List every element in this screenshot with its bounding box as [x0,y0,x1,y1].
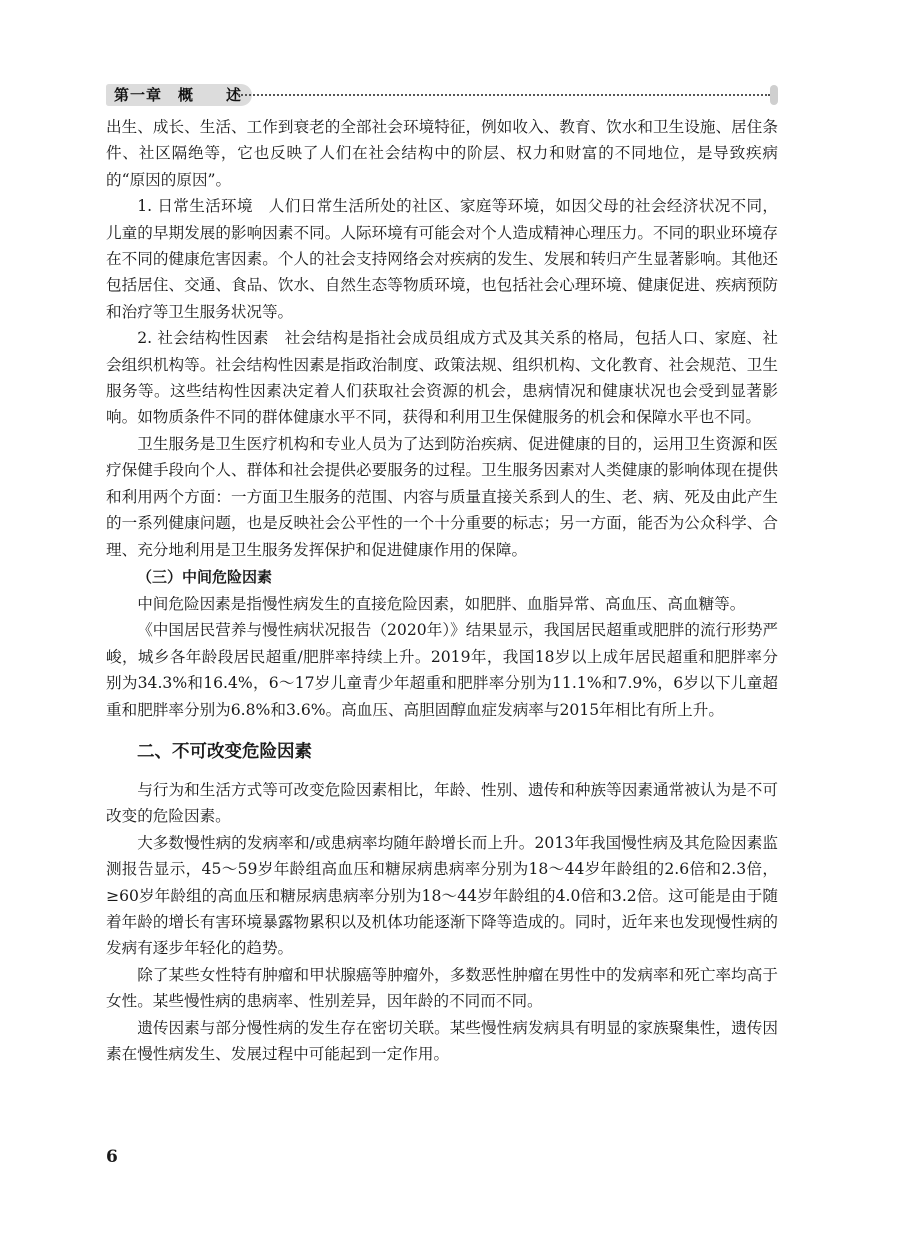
running-header [106,84,778,106]
page-body [106,114,778,1067]
paragraph-obesity-report: 《中国居民营养与慢性病状况报告（2020年）》结果显示，我国居民超重或肥胖的流行形势严峻，城乡各年龄段居民超重/肥胖率持续上升。2019年，我国18岁以上成年居民超重和肥胖率分别为34.3%和16.4%，6～17岁儿童青少年超重和肥胖率分别为11.1%和7.9%，6岁以下儿童超重和肥胖率分别为6.8%和3.6%。高血压、高胆固醇血症发病率与2015年相比有所上升。 [106,621,778,719]
paragraph-social-structure: 2. 社会结构性因素 社会结构是指社会成员组成方式及其关系的格局，包括人口、家庭、社会组织机构等。社会结构性因素是指政治制度、政策法规、组织机构、文化教育、社会规范、卫生服务等。这些结构性因素决定着人们获取社会资源的机会，患病情况和健康状况也会受到显著影响。如物质条件不同的群体健康水平不同，获得和利用卫生保健服务的机会和保障水平也不同。 [106,329,778,427]
section-heading-unmodifiable-risk: 二、不可改变危险因素 [137,741,312,762]
page-number: 6 [106,1147,118,1167]
subsection-heading-intermediate-risk: （三）中间危险因素 [137,567,273,586]
header-end-cap [770,85,778,105]
paragraph-health-services: 卫生服务是卫生医疗机构和专业人员为了达到防治疾病、促进健康的目的，运用卫生资源和医疗保健手段向个人、群体和社会提供必要服务的过程。卫生服务因素对人类健康的影响体现在提供和利用两个方面：一方面卫生服务的范围、内容与质量直接关系到人的生、老、病、死及由此产生的一系列健康问题，也是反映社会公平性的一个十分重要的标志；另一方面，能否为公众科学、合理、充分地利用是卫生服务发挥保护和促进健康作用的保障。 [106,434,778,559]
paragraph-sex-factor: 除了某些女性特有肿瘤和甲状腺癌等肿瘤外，多数恶性肿瘤在男性中的发病率和死亡率均高于女性。某些慢性病的患病率、性别差异，因年龄的不同而不同。 [106,965,778,1011]
paragraph-daily-environment: 1. 日常生活环境 人们日常生活所处的社区、家庭等环境，如因父母的社会经济状况不同，儿童的早期发展的影响因素不同。人际环境有可能会对个人造成精神心理压力。不同的职业环境存在不同的健康危害因素。个人的社会支持网络会对疾病的发生、发展和转归产生显著影响。其他还包括居住、交通、食品、饮水、自然生态等物质环境，也包括社会心理环境、健康促进、疾病预防和治疗等卫生服务状况等。 [106,197,778,321]
paragraph-unmodifiable-intro: 与行为和生活方式等可改变危险因素相比，年龄、性别、遗传和种族等因素通常被认为是不可改变的危险因素。 [106,780,778,826]
paragraph-age-factor: 大多数慢性病的发病率和/或患病率均随年龄增长而上升。2013年我国慢性病及其危险因素监测报告显示，45～59岁年龄组高血压和糖尿病患病率分别为18～44岁年龄组的2.6倍和2.3倍，≥60岁年龄组的高血压和糖尿病患病率分别为18～44岁年龄组的4.0倍和3.2倍。这可能是由于随着年龄的增长有害环境暴露物累积以及机体功能逐渐下降等造成的。同时，近年来也发现慢性病的发病有逐步年轻化的趋势。 [106,833,778,958]
chapter-label: 第一章 概 述 [106,84,252,106]
paragraph-intermediate-risk-definition: 中间危险因素是指慢性病发生的直接危险因素，如肥胖、血脂异常、高血压、高血糖等。 [137,594,746,613]
header-dotted-rule [238,94,770,96]
paragraph-continuation: 出生、成长、生活、工作到衰老的全部社会环境特征，例如收入、教育、饮水和卫生设施、居住条件、社区隔绝等，它也反映了人们在社会结构中的阶层、权力和财富的不同地位，是导致疾病的“原因的原因”。 [106,118,778,189]
paragraph-genetic-factor: 遗传因素与部分慢性病的发生存在密切关联。某些慢性病发病具有明显的家族聚集性，遗传因素在慢性病发生、发展过程中可能起到一定作用。 [106,1018,778,1063]
